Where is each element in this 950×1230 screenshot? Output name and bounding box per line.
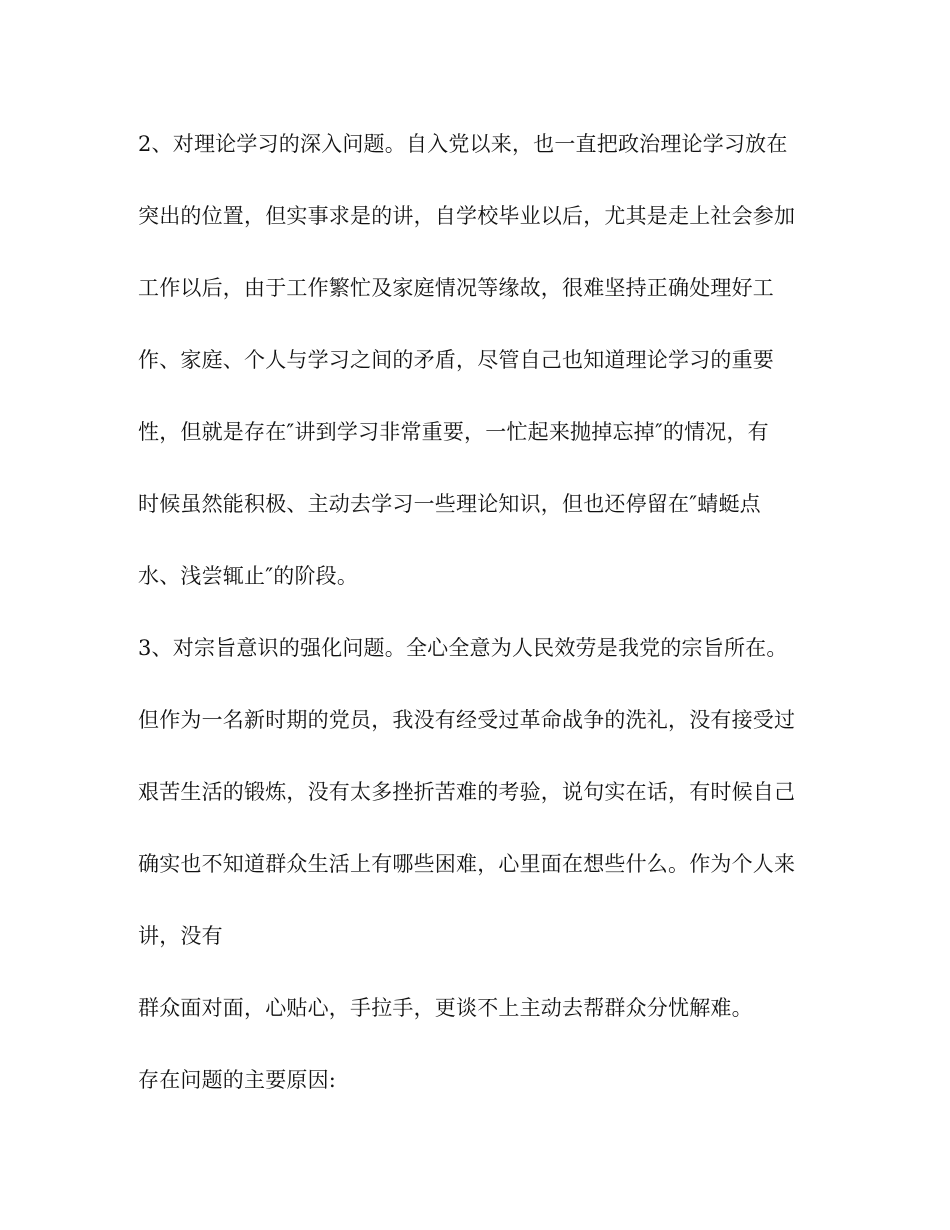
text-line: 确实也不知道群众生活上有哪些困难，心里面在想些什么。作为个人来 [138,852,796,876]
text-line: 工作以后，由于工作繁忙及家庭情况等缘故，很难坚持正确处理好工 [138,276,774,300]
text-line: 性，但就是存在″讲到学习非常重要，一忙起来抛掉忘掉″的情况，有 [138,420,769,444]
text-line: 2、对理论学习的深入问题。自入党以来，也一直把政治理论学习放在 [138,132,788,156]
text-line: 艰苦生活的锻炼，没有太多挫折苦难的考验，说句实在话，有时候自己 [138,780,796,804]
text-line: 时候虽然能积极、主动去学习一些理论知识，但也还停留在″蜻蜓点 [138,492,761,516]
text-line: 突出的位置，但实事求是的讲，自学校毕业以后，尤其是走上社会参加 [138,204,796,228]
text-line: 水、浅尝辄止″的阶段。 [138,564,359,588]
text-line: 群众面对面，心贴心，手拉手，更谈不上主动去帮群众分忧解难。 [138,996,753,1020]
text-line: 3、对宗旨意识的强化问题。全心全意为人民效劳是我党的宗旨所在。 [138,636,788,660]
text-line: 存在问题的主要原因: [138,1068,337,1092]
text-line: 讲，没有 [138,924,223,948]
text-line: 但作为一名新时期的党员，我没有经受过革命战争的洗礼，没有接受过 [138,708,796,732]
text-line: 作、家庭、个人与学习之间的矛盾，尽管自己也知道理论学习的重要 [138,348,774,372]
